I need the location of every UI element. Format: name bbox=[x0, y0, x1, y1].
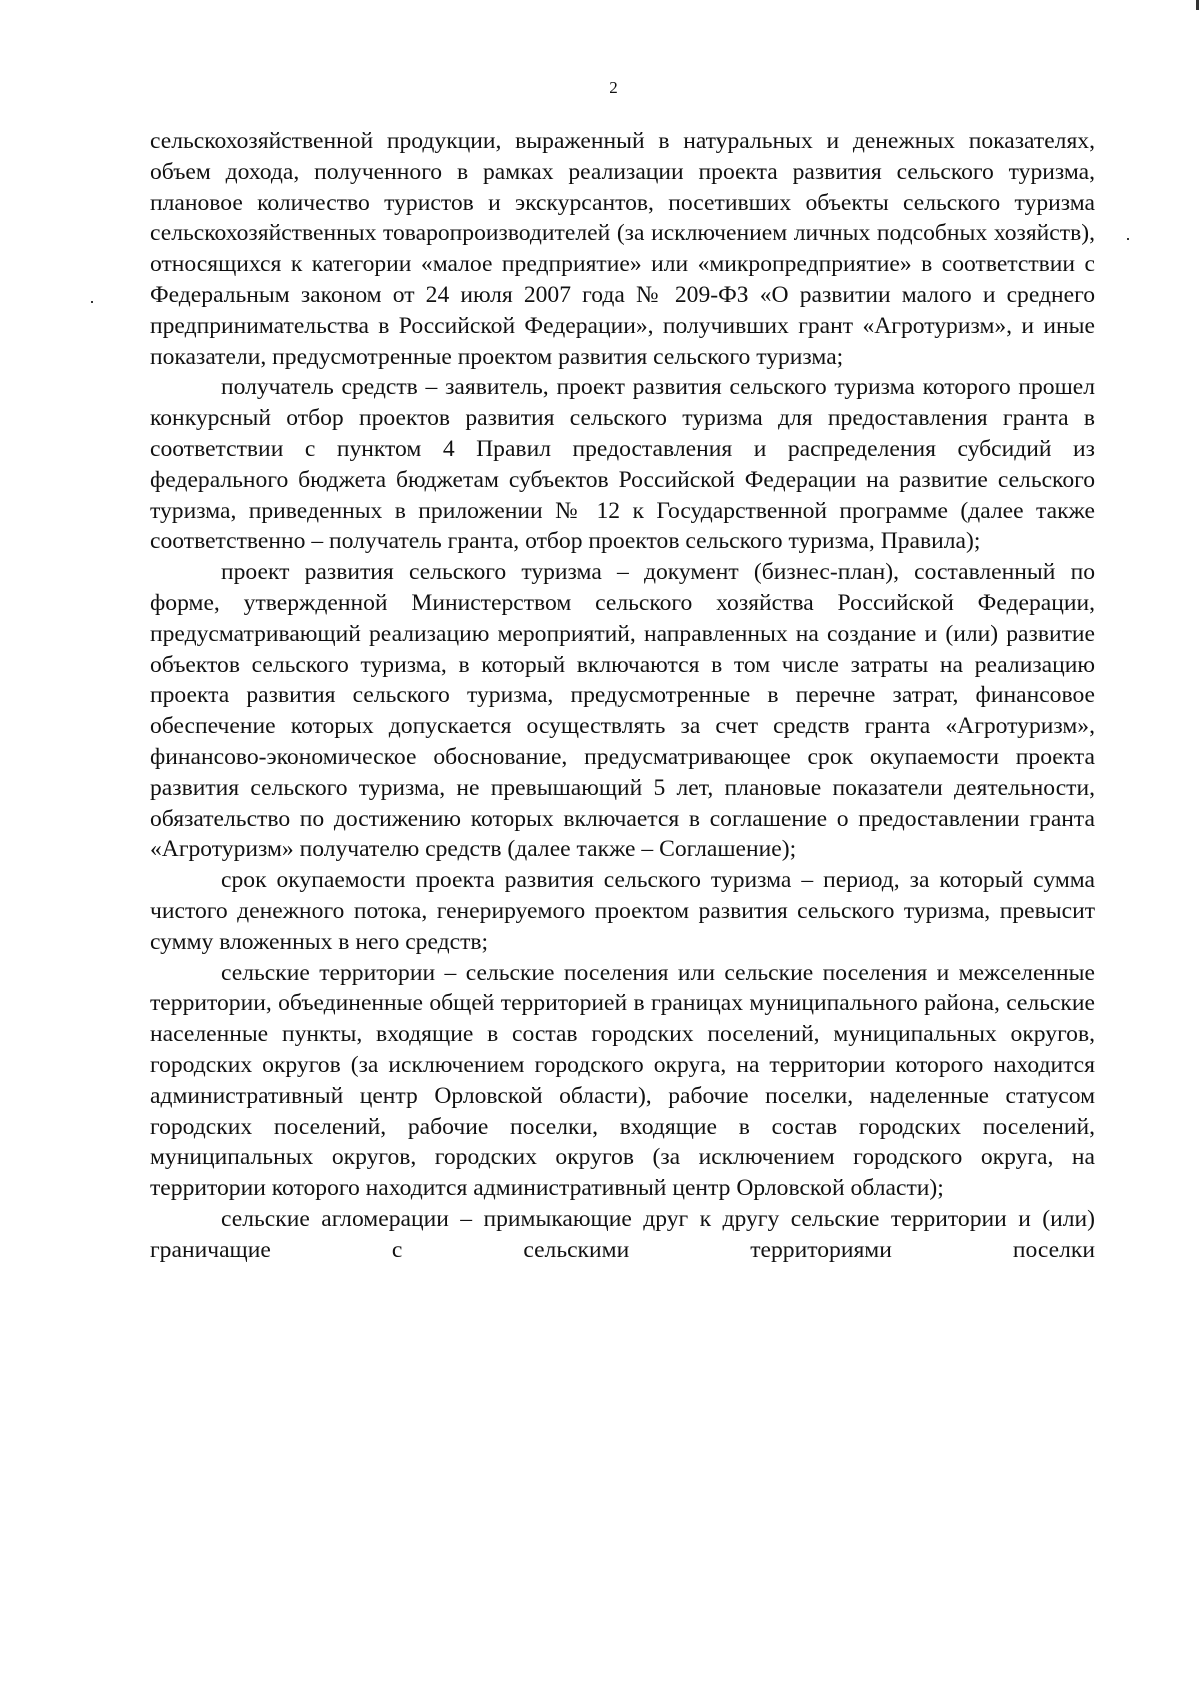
paragraph-rural-territories-definition: сельские территории – сельские поселения или сельские поселения и межселенные территории, объединенные общей территорией в границах муниципального района, сельские населенные пункты, входящие в состав городских поселений, муниципальных округов, городских округов (за исключением городского округа, на территории которого находится административный центр Орловской области), рабочие поселки, наделенные статусом городских поселений, рабочие поселки, входящие в состав городских поселений, муниципальных округов, городских округов (за исключением городского округа, на территории которого находится административный центр Орловской области); bbox=[150, 959, 1095, 1202]
paragraph-rural-agglomerations-definition: сельские агломерации – примыкающие друг к другу сельские территории и (или) граничащие с сельскими территориями поселки bbox=[150, 1205, 1095, 1263]
paragraph-continuation: сельскохозяйственной продукции, выраженный в натуральных и денежных показателях, объем дохода, полученного в рамках реализации проекта развития сельского туризма, плановое количество туристов и экскурсантов, посетивших объекты сельского туризма сельскохозяйственных товаропроизводителей (за исключением личных подсобных хозяйств), относящихся к категории «малое предприятие» или «микропредприятие» в соответствии с Федеральным законом от 24 июля 2007 года № 209-ФЗ «О развитии малого и среднего предпринимательства в Российской Федерации», получивших грант «Агротуризм», и иные показатели, предусмотренные проектом развития сельского туризма; bbox=[150, 128, 1095, 370]
scan-mark-top-right bbox=[1196, 0, 1199, 10]
scan-dot-right bbox=[1127, 238, 1129, 240]
page-number: 2 bbox=[609, 78, 618, 97]
scan-dot-left bbox=[91, 301, 93, 303]
paragraph-recipient-definition: получатель средств – заявитель, проект развития сельского туризма которого прошел конкурсный отбор проектов развития сельского туризма для предоставления гранта в соответствии с пунктом 4 Правил предоставления и распределения субсидий из федерального бюджета бюджетам субъектов Российской Федерации на развитие сельского туризма, приведенных в приложении № 12 к Государственной программе (далее также соответственно – получатель гранта, отбор проектов сельского туризма, Правила); bbox=[150, 374, 1095, 555]
paragraph-payback-definition: срок окупаемости проекта развития сельского туризма – период, за который сумма чистого денежного потока, генерируемого проектом развития сельского туризма, превысит сумму вложенных в него средств; bbox=[150, 867, 1095, 955]
paragraph-project-definition: проект развития сельского туризма – документ (бизнес-план), составленный по форме, утвержденной Министерством сельского хозяйства Российской Федерации, предусматривающий реализацию мероприятий, направленных на создание и (или) развитие объектов сельского туризма, в который включаются в том числе затраты на реализацию проекта развития сельского туризма, предусмотренные в перечне затрат, финансовое обеспечение которых допускается осуществлять за счет средств гранта «Агротуризм», финансово-экономическое обоснование, предусматривающее срок окупаемости проекта развития сельского туризма, не превышающий 5 лет, плановые показатели деятельности, обязательство по достижению которых включается в соглашение о предоставлении гранта «Агротуризм» получателю средств (далее также – Соглашение); bbox=[150, 559, 1095, 863]
document-body bbox=[150, 126, 1095, 1265]
